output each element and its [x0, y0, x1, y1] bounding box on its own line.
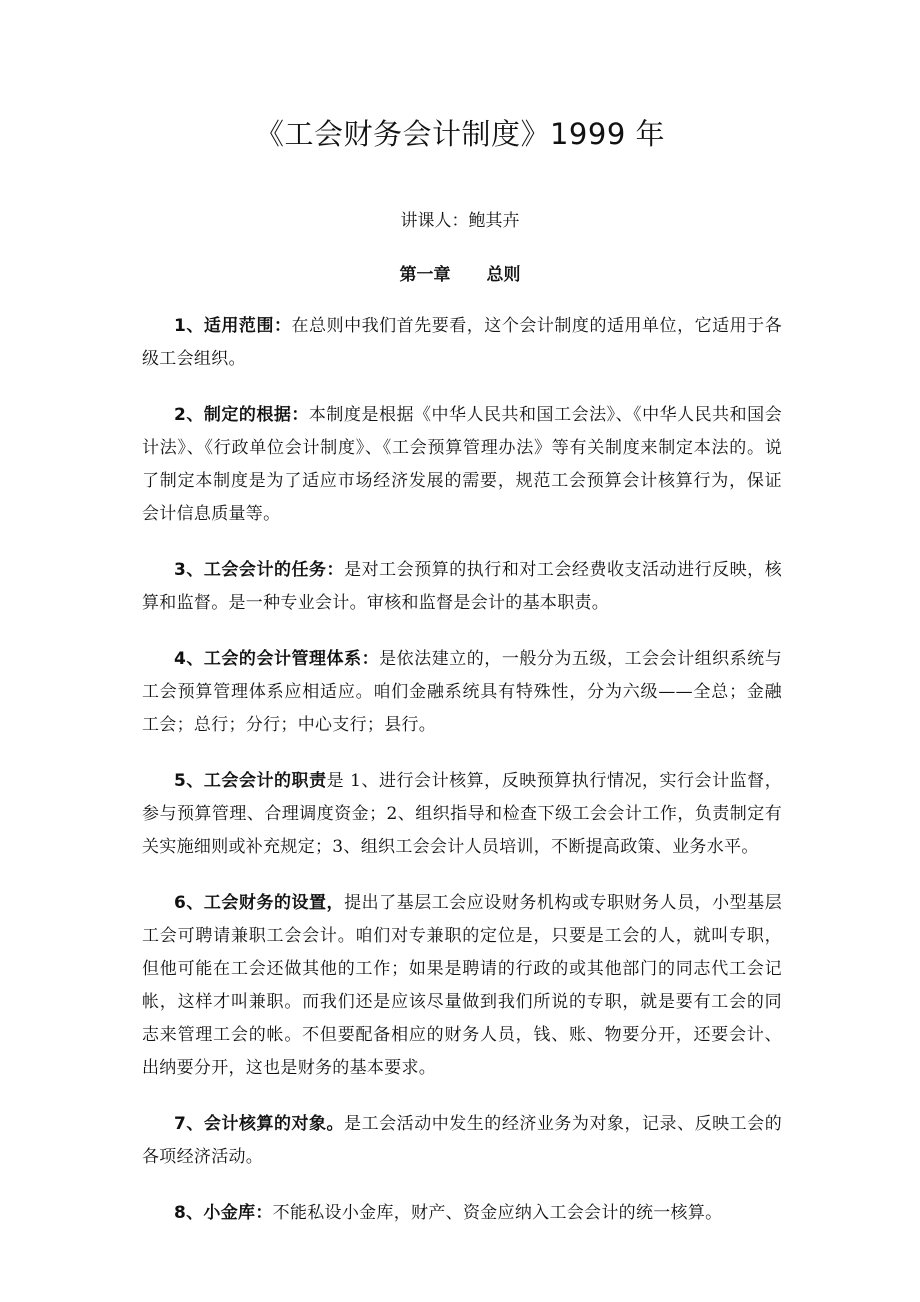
section-heading: 3、工会会计的任务：	[174, 560, 345, 580]
section-heading: 6、工会财务的设置，	[174, 893, 345, 913]
document-body	[142, 310, 782, 1253]
section-text: 在总则中我们首先要看，这个会计制度的适用单位，它适用于各级工会组织。	[142, 316, 782, 369]
section-paragraph	[142, 765, 782, 864]
section-heading: 4、工会的会计管理体系：	[174, 649, 380, 669]
section-paragraph	[142, 1108, 782, 1174]
chapter-number: 第一章	[399, 265, 451, 285]
chapter-heading	[0, 260, 920, 285]
section-text: 不能私设小金库，财产、资金应纳入工会会计的统一核算。	[272, 1203, 723, 1223]
section-paragraph	[142, 643, 782, 742]
lecturer-line: 讲课人：鲍其卉	[400, 211, 520, 231]
section-paragraph	[142, 1197, 782, 1230]
section-heading: 1、适用范围：	[174, 316, 292, 336]
section-heading: 2、制定的根据：	[174, 405, 309, 425]
section-text: 提出了基层工会应设财务机构或专职财务人员，小型基层工会可聘请兼职工会会计。咱们对专兼职的定位是，只要是工会的人，就叫专职，但他可能在工会还做其他的工作；如果是聘请的行政的或其他部门的同志代工会记帐，这样才叫兼职。而我们还是应该尽量做到我们所说的专职，就是要有工会的同志来管理工会的帐。不但要配备相应的财务人员，钱、账、物要分开，还要会计、出纳要分开，这也是财务的基本要求。	[142, 893, 783, 1078]
section-text: 是 1、进行会计核算，反映预算执行情况，实行会计监督，参与预算管理、合理调度资金；2、组织指导和检查下级工会会计工作，负责制定有关实施细则或补充规定；3、组织工会会计人员培训，不断提高政策、业务水平。	[142, 771, 782, 857]
document-title: 《工会财务会计制度》1999 年	[254, 117, 666, 151]
section-text: 是工会活动中发生的经济业务为对象，记录、反映工会的各项经济活动。	[142, 1114, 783, 1167]
section-paragraph	[142, 399, 782, 531]
section-heading: 7、会计核算的对象。	[174, 1114, 345, 1134]
section-text: 是依法建立的，一般分为五级，工会会计组织系统与工会预算管理体系应相适应。咱们金融系统具有特殊性，分为六级——全总；金融工会；总行；分行；中心支行；县行。	[142, 649, 782, 735]
section-text: 是对工会预算的执行和对工会经费收支活动进行反映，核算和监督。是一种专业会计。审核和监督是会计的基本职责。	[142, 560, 783, 613]
section-text: 本制度是根据《中华人民共和国工会法》、《中华人民共和国会计法》、《行政单位会计制度》、《工会预算管理办法》等有关制度来制定本法的。说了制定本制度是为了适应市场经济发展的需要，规范工会预算会计核算行为，保证会计信息质量等。	[142, 405, 782, 524]
chapter-name: 总则	[486, 265, 521, 285]
section-paragraph	[142, 310, 782, 376]
section-heading: 8、小金库：	[174, 1203, 273, 1223]
section-heading: 5、工会会计的职责	[174, 771, 327, 791]
section-paragraph	[142, 887, 782, 1085]
section-paragraph	[142, 554, 782, 620]
